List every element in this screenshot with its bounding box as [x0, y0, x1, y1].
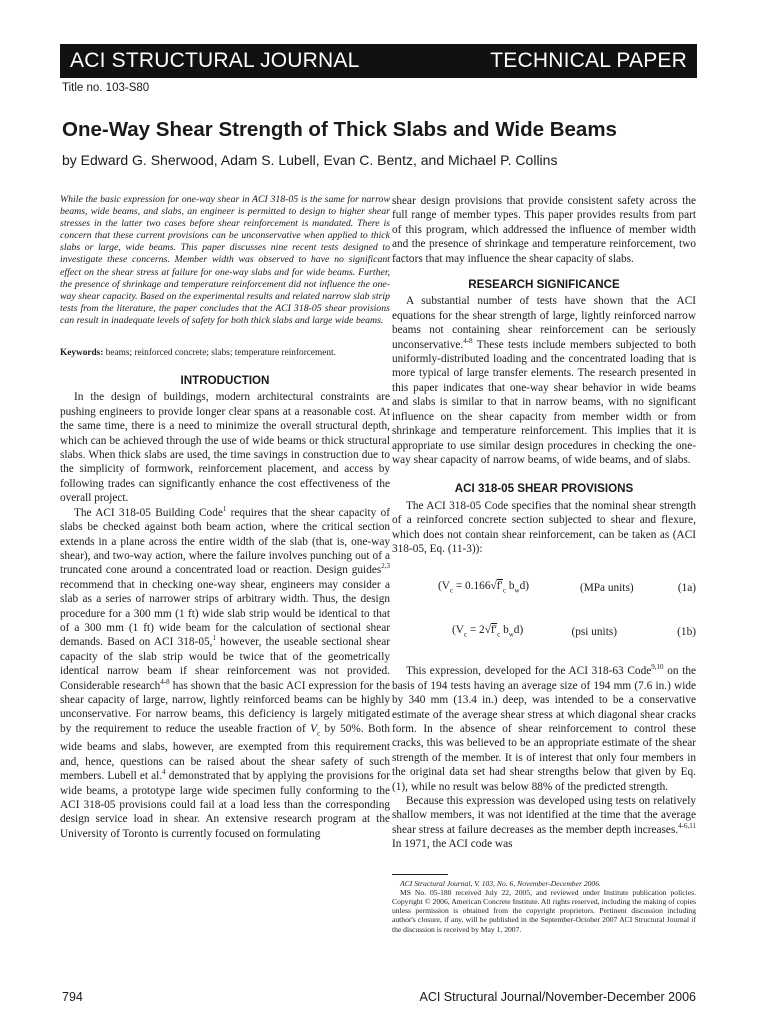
equation-1b-number: (1b)	[677, 626, 696, 639]
right-column	[392, 194, 696, 934]
footnote-rule	[392, 874, 448, 875]
continued-paragraph: shear design provisions that provide consistent safety across the full range of member types. This paper provides results from part of this program, which addressed the influence of member width and the presence of shrinkage and temperature reinforcement, two factors that may influence the shear capacity of slabs.	[392, 195, 696, 265]
paper-type: TECHNICAL PAPER	[490, 49, 687, 72]
equation-1a-units: (MPa units)	[579, 582, 634, 595]
shear-provisions-heading: ACI 318-05 SHEAR PROVISIONS	[454, 482, 634, 496]
journal-footer: ACI Structural Journal/November-December 2006	[419, 990, 696, 1004]
research-significance-heading: RESEARCH SIGNIFICANCE	[468, 278, 620, 292]
equation-1a-number: (1a)	[677, 582, 696, 595]
sqrt-symbol: √	[484, 624, 491, 637]
author-line: by Edward G. Sherwood, Adam S. Lubell, Evan C. Bentz, and Michael P. Collins	[62, 152, 558, 168]
keywords-text: beams; reinforced concrete; slabs; temperature reinforcement.	[103, 348, 336, 359]
page-number: 794	[62, 990, 83, 1004]
equation-1b	[392, 620, 696, 644]
sqrt-symbol: √	[490, 580, 497, 593]
development-paragraph: This expression, developed for the ACI 318-63 Code$^{9,10}$ on the basis of 194 tests having an average size of 194 mm (7.6 in.) wide by 340 mm (13.4 in.) deep, was intended to be a conservative estimate of the average shear stress at which diagonal shear cracks form. In the absence of shear reinforcement to control these cracks, this was believed to be an appropriate estimate of the shear strength of the member. It is of interest that only four members in the original data set had shear strengths below that given by Eq. (1), while no result was below 88% of the predicted strength.	[392, 663, 696, 793]
equation-1b-units: (psi units)	[571, 626, 617, 639]
journal-name: ACI STRUCTURAL JOURNAL	[70, 49, 360, 72]
footnote-copyright: MS No. 05-180 received July 22, 2005, and reviewed under Institute publication policies. Copyright © 2006, American Concrete Institute. All rights reserved, including the making of copies unless permission is obtained from the copyright proprietors. Pertinent discussion including author's closure, if any, will be published in the September-October 2007 ACI Structural Journal if the discussion is received by May 1, 2007.	[392, 887, 696, 934]
intro-paragraph-2: The ACI 318-05 Building Code$^1$ requires that the shear capacity of slabs be checked against both beam action, where the critical section extends in a plane across the entire width of the slab (that is, one-way shear), and two-way action, where the failure involves punching out of a truncated cone around a concentrated load or reaction. Design guides$^{2,3}$ recommend that in checking one-way shear, engineers may consider a slab as a series of narrower strips of arbitrary width. Thus, the design procedure for a 300 mm (1 ft) wide slab strip would be identical to that of a 300 mm (1 ft) wide beam for the calculation of sectional shear demands. Based on ACI 318-05,$^1$ however, the useable sectional shear capacity of the slab strip would be twice that of the geometrically identical narrow beam if shear reinforcement was not provided. Considerable research$^{4-8}$ has shown that the basic ACI expression for the shear capacity of large, narrow, lightly reinforced beams can be highly unconservative. For narrow beams, this deficiency is largely mitigated by the requirement to reduce the useable fraction of $V_c$ by 50%. Both wide beams and slabs, however, are exempted from this requirement and, hence, questions can be raised about the shear safety of such members. Lubell et al.$^4$ demonstrated that by applying the provisions for wide beams, a prototype large wide specimen fully conforming to the ACI 318-05 provisions could fail at a load less than the corresponding design service load in shear. An extensive research program at the University of Toronto is currently focused on formulating	[60, 504, 390, 840]
journal-banner	[60, 44, 697, 78]
left-column	[60, 194, 390, 841]
equation-1a-expression: ($V_c = 0.166√f'_c$ $b_wd$)	[438, 580, 529, 595]
intro-paragraph-1: In the design of buildings, modern architectural constraints are pushing engineers to provide longer clear spans at a reasonable cost. At the same time, there is a need to minimize the overall structural depth, which can be achieved through the use of wide beams or thick structural slabs. When thick slabs are used, the time savings in construction due to the simplicity of formwork, reinforcement placement, and access by following trades can significantly enhance the cost effectiveness of the overall project.	[60, 391, 390, 505]
paper-title: One-Way Shear Strength of Thick Slabs and Wide Beams	[62, 118, 617, 141]
footnote-citation: ACI Structural Journal, V. 103, No. 6, November-December 2006.	[400, 878, 601, 888]
intro-heading: INTRODUCTION	[180, 374, 270, 388]
equation-1b-expression: ($V_c = 2√f'_c$ $b_wd$)	[452, 624, 524, 639]
research-significance-paragraph: A substantial number of tests have shown that the ACI equations for the shear strength of large, lightly reinforced narrow beams not containing shear reinforcement can be seriously unconservative.$^{4-8}$ These tests include members subjected to both uniformly-distributed loading and the concentrated loading that is more typical of large transfer elements. The research presented in this paper indicates that one-way shear behavior in wide beams and slabs is similar to that in narrow beams, with no significant influence on the shear capacity from member width or from shrinkage and temperature reinforcement. This implies that it is appropriate to use similar design procedures in checking the one-way shear capacity of narrow beams, of wide beams, and of slabs.	[392, 295, 696, 466]
keywords	[60, 347, 390, 359]
depth-paragraph: Because this expression was developed using tests on relatively shallow members, it was not identified at the time that the average shear stress at failure decreases as the member depth increases.$^{4-6,11}$ In 1971, the ACI code was	[392, 795, 696, 851]
equation-1a	[392, 576, 696, 600]
title-number: Title no. 103-S80	[62, 82, 150, 94]
abstract: While the basic expression for one-way shear in ACI 318-05 is the same for narrow beams, wide beams, and slabs, an engineer is permitted to design to higher shear stresses in the latter two cases before shear reinforcement is mandated. There is concern that these current provisions can be unconservative when applied to thick slabs or large, wide beams. This paper discusses nine recent tests designed to investigate these concerns. Member width was observed to have no significant effect on the shear stress at failure for one-way slabs and for wide beams. Further, the presence of shrinkage and temperature reinforcement did not influence the one-way shear capacity. Based on the experimental results and related narrow slab strip tests from the literature, the paper concludes that the ACI 318-05 shear provisions can result in inadequate levels of safety for both thick slabs and large wide beams.	[60, 194, 390, 326]
shear-provisions-paragraph: The ACI 318-05 Code specifies that the nominal shear strength of a reinforced concrete section subjected to shear and flexure, which does not contain shear reinforcement, can be taken as (ACI 318-05, Eq. (11-3)):	[392, 499, 696, 555]
keywords-label: Keywords:	[60, 348, 104, 359]
